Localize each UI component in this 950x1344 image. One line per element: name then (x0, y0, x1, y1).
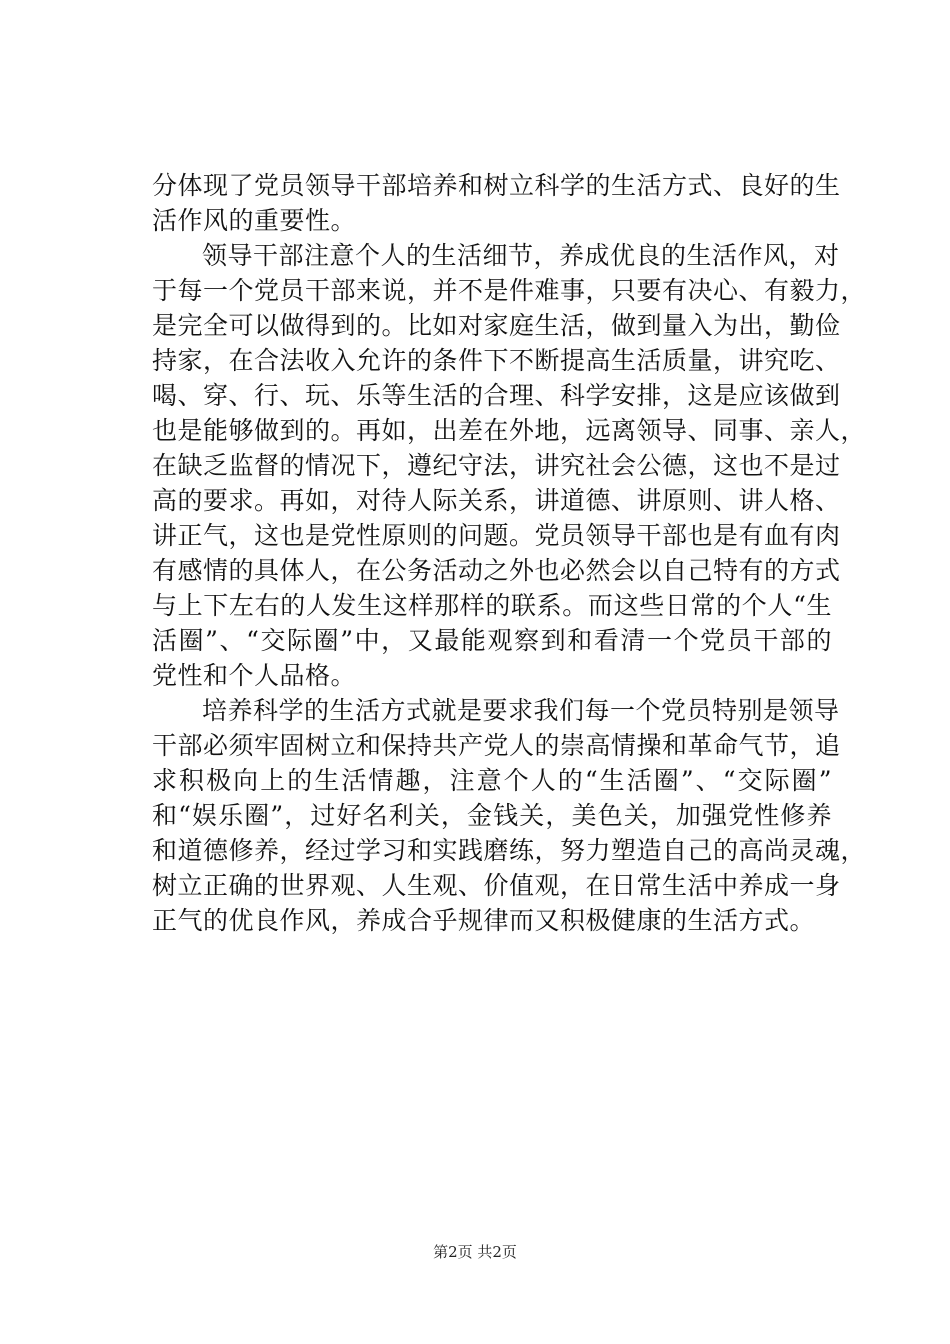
paragraph-2 (152, 238, 867, 693)
text-line: 讲正气，这也是党性原则的问题。党员领导干部也是有血有肉 (152, 521, 841, 550)
text-line: 正气的优良作风，养成合乎规律而又积极健康的生活方式。 (152, 906, 816, 935)
text-line: 是完全可以做得到的。比如对家庭生活，做到量入为出，勤俭 (152, 311, 841, 340)
text-line: 和道德修养，经过学习和实践磨练，努力塑造自己的高尚灵魂， (152, 836, 867, 865)
text-line: 活作风的重要性。 (152, 206, 357, 235)
text-line: 活圈”、“交际圈”中，又最能观察到和看清一个党员干部的 (152, 626, 832, 655)
paragraph-1 (152, 168, 841, 238)
text-line: 高的要求。再如，对待人际关系，讲道德、讲原则、讲人格、 (152, 486, 841, 515)
text-line: 持家，在合法收入允许的条件下不断提高生活质量，讲究吃、 (152, 346, 841, 375)
document-body (152, 168, 867, 938)
text-line: 干部必须牢固树立和保持共产党人的崇高情操和革命气节，追 (152, 731, 841, 760)
text-line: 领导干部注意个人的生活细节，养成优良的生活作风，对 (202, 241, 840, 270)
text-line: 喝、穿、行、玩、乐等生活的合理、科学安排，这是应该做到 (152, 381, 841, 410)
text-line: 和“娱乐圈”，过好名利关，金钱关，美色关，加强党性修养 (152, 801, 832, 830)
text-line: 分体现了党员领导干部培养和树立科学的生活方式、良好的生 (152, 171, 841, 200)
paragraph-3 (152, 693, 867, 938)
text-line: 于每一个党员干部来说，并不是件难事，只要有决心、有毅力， (152, 276, 867, 305)
text-line: 求积极向上的生活情趣，注意个人的“生活圈”、“交际圈” (152, 766, 832, 795)
text-line: 树立正确的世界观、人生观、价值观，在日常生活中养成一身 (152, 871, 841, 900)
text-line: 有感情的具体人，在公务活动之外也必然会以自己特有的方式 (152, 556, 841, 585)
text-line: 培养科学的生活方式就是要求我们每一个党员特别是领导 (202, 696, 840, 725)
text-line: 党性和个人品格。 (152, 661, 357, 690)
text-line: 也是能够做到的。再如，出差在外地，远离领导、同事、亲人， (152, 416, 867, 445)
text-line: 与上下左右的人发生这样那样的联系。而这些日常的个人“生 (152, 591, 832, 620)
page-number-footer: 第2页 共2页 (433, 1243, 517, 1261)
text-line: 在缺乏监督的情况下，遵纪守法，讲究社会公德，这也不是过 (152, 451, 841, 480)
